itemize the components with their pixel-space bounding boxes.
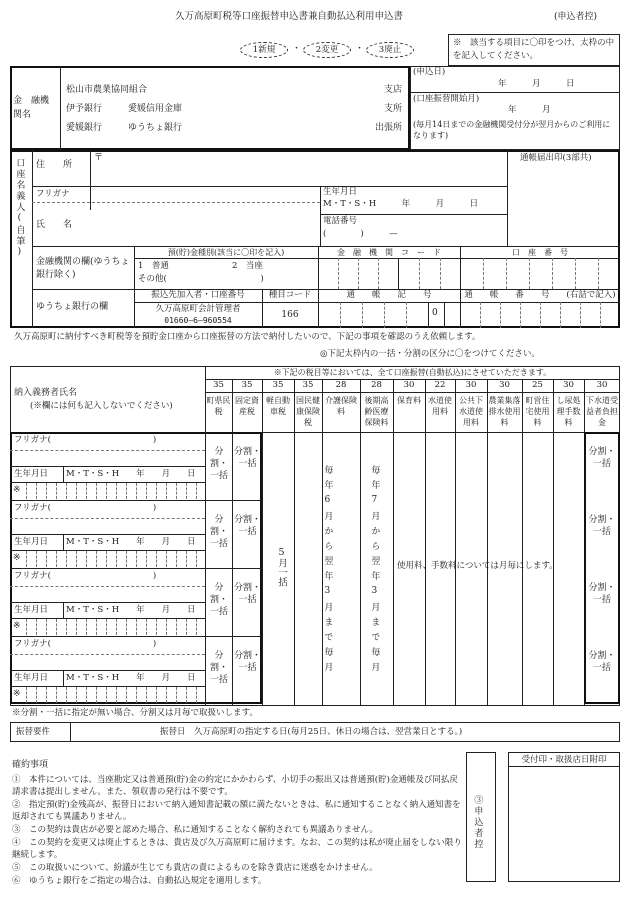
usage-note: 使用料、手数料については月毎にします。 <box>397 561 558 571</box>
office-label: 出張所 <box>374 123 402 133</box>
row-cell-dash <box>186 551 187 567</box>
row-birth-label: 生年月日 <box>14 673 49 683</box>
row-cell-dash <box>86 551 87 567</box>
type-touza[interactable]: 2 当座 <box>232 261 263 271</box>
tax-column-divider <box>294 379 295 706</box>
row-cell-dash <box>86 687 87 703</box>
row-cell-dash <box>156 619 157 635</box>
row-birth-label: 生年月日 <box>14 537 49 547</box>
row-cell-dash <box>196 483 197 499</box>
row-cell-dash <box>56 687 57 703</box>
yucho-label: ゆうちょ銀行の欄 <box>36 302 109 312</box>
row-cell-dash <box>106 687 107 703</box>
form-title: 久万高原町税等口座振替申込書兼自動払込利用申込書 <box>175 11 404 22</box>
seal-label: 通帳届出印(3部共) <box>520 153 592 163</box>
tax-code-hoiku: 30 <box>403 380 415 390</box>
default-note: ※分割・一括に指定が無い場合、分割又は月毎で取扱いします。 <box>12 708 258 718</box>
tax-name-gesui: 公共下水道使用料 <box>459 396 483 427</box>
row-cell-dash <box>196 687 197 703</box>
kei-schedule: 5月一括 <box>276 547 287 587</box>
row-cell-dash <box>26 483 27 499</box>
kind-code-header: 種目コード <box>268 290 312 300</box>
row-cell-dash <box>76 551 77 567</box>
row-cell-dash <box>136 619 137 635</box>
row-birth-field[interactable]: M・T・S・H 年 月 日 <box>66 537 196 547</box>
instruction-note: ※ 該当する項目に〇印をつけ、太枠の中を記入してください。 <box>448 34 620 66</box>
row-cell-dash <box>46 483 47 499</box>
book-code-zero: 0 <box>432 308 438 318</box>
row-cell-dash <box>56 551 57 567</box>
row-cell-dash <box>66 619 67 635</box>
bunkatsu-property[interactable]: 分割・一括 <box>233 515 261 537</box>
tax-name-kei: 軽自動車税 <box>266 396 290 416</box>
tax-code-kouki: 28 <box>371 380 382 390</box>
row-birth-divider <box>63 466 64 482</box>
row-cell-dash <box>46 687 47 703</box>
row-birth-divider <box>63 534 64 550</box>
row-cell-dash <box>166 687 167 703</box>
option-change[interactable]: 2変更 <box>303 42 351 58</box>
row-cell-dash <box>176 619 177 635</box>
subbranch-label: 支所 <box>383 104 402 114</box>
book-code-header: 通 帳 記 号 <box>346 290 432 300</box>
row-cell-dash <box>176 551 177 567</box>
row-line <box>10 602 205 603</box>
row-divider <box>10 636 262 637</box>
payer-number: 01660—6—960554 <box>164 316 232 325</box>
tax-code-gesui: 30 <box>465 380 477 390</box>
row-dash <box>10 654 205 655</box>
row-cell-dash <box>176 483 177 499</box>
bank-ehime: 愛媛銀行 <box>66 123 103 133</box>
tax-column-divider <box>487 379 488 706</box>
row-cell-dash <box>186 687 187 703</box>
tax-column-divider <box>425 379 426 706</box>
row-cell-dash <box>46 619 47 635</box>
tax-column-divider <box>522 379 523 706</box>
holder-side-label: 口座名義人(自筆) <box>14 158 25 259</box>
row-cell-dash <box>36 687 37 703</box>
row-cell-dash <box>26 551 27 567</box>
intro-text: 久万高原町に納付すべき町税等を預貯金口座から口座振替の方法で納付したいので、下記の事項を確認のうえ依頼します。 <box>14 332 481 342</box>
term-item: ⑤ この取扱いについて、紛議が生じても貴店の責によるものを除き貴店に迷惑をかけません。 <box>12 863 378 873</box>
tel-field[interactable]: ( ) — <box>323 229 398 239</box>
row-mark: ※ <box>13 621 21 631</box>
start-month-note: (毎月14日までの金融機関受付分が翌月からのご利用になります) <box>413 120 611 140</box>
row-mark: ※ <box>13 485 21 495</box>
bunkatsu-sewer[interactable]: 分割・一括 <box>588 447 616 469</box>
row-cell-dash <box>106 619 107 635</box>
row-birth-label: 生年月日 <box>14 605 49 615</box>
row-cell-dash <box>66 483 67 499</box>
row-furigana[interactable]: フリガナ( ) <box>14 503 157 513</box>
term-item: ④ この契約を変更又は廃止するときは、貴店及び久万高原町に届けます。なお、この契約は私が廃止届をしない限り継続します。 <box>12 838 462 860</box>
row-cell-dash <box>146 687 147 703</box>
tax-column-divider <box>360 379 361 706</box>
row-line <box>10 670 205 671</box>
tax-code-property: 35 <box>241 380 253 390</box>
row-cell-dash <box>46 551 47 567</box>
row-divider <box>10 500 262 501</box>
term-item: ⑥ ゆうちょ銀行をご指定の場合は、自動払込規定を適用します。 <box>12 876 267 886</box>
bunkatsu-property[interactable]: 分割・一括 <box>233 651 261 673</box>
tax-column-divider <box>553 379 554 706</box>
address-label: 住 所 <box>36 160 73 170</box>
bank-iyo: 伊予銀行 <box>66 104 103 114</box>
bunkatsu-sewer[interactable]: 分割・一括 <box>588 515 616 537</box>
payer-name-header: 納入義務者氏名 <box>14 388 78 398</box>
row-cell-dash <box>156 551 157 567</box>
type-other[interactable]: その他( ) <box>138 274 264 284</box>
term-item: ③ この契約は貴店が必要と認めた場合、私に通知することなく解約されても異議ありません。 <box>12 825 379 835</box>
option-abolish[interactable]: 3廃止 <box>366 42 414 58</box>
postal-mark: 〒 <box>94 153 104 163</box>
tax-span-header: ※下記の税目等においては、全て口座振替(自動払込)にさせていただきます。 <box>273 368 552 377</box>
row-cell-dash <box>66 551 67 567</box>
row-mark: ※ <box>13 689 21 699</box>
row-cell-dash <box>76 483 77 499</box>
book-number-header: 通 帳 番 号 (右詰で記入) <box>464 290 616 300</box>
row-cell-dash <box>96 483 97 499</box>
tax-code-juekisha: 30 <box>596 380 608 390</box>
bunkatsu-municipal[interactable]: 分割・一括 <box>209 515 228 549</box>
applicant-copy-label: ③申込者控 <box>472 795 483 850</box>
tax-code-kei: 35 <box>272 380 284 390</box>
bank-label: 金 融機関名 <box>13 96 50 120</box>
row-cell-dash <box>96 619 97 635</box>
row-cell-dash <box>136 483 137 499</box>
row-cell-dash <box>166 483 167 499</box>
row-cell-dash <box>126 483 127 499</box>
kokuho-schedule: 毎年6月から翌年3月まで毎月 <box>322 465 333 677</box>
bank-yucho: ゆうちょ銀行 <box>128 123 183 133</box>
requirement-text: 振替日 久万高原町の指定する日(毎月25日、休日の場合は、翌営業日とする。) <box>160 727 463 737</box>
instruction-circle: ◎下記太枠内の一括・分割の区分に〇をつけてください。 <box>320 349 540 359</box>
row-cell-dash <box>116 687 117 703</box>
stamp-label: 受付印・取扱店日附印 <box>521 755 607 765</box>
row-line <box>10 534 205 535</box>
fi-code-header: 金 融 機 関 コ ー ド <box>337 248 441 257</box>
tax-code-suido: 22 <box>434 380 446 390</box>
bunkatsu-municipal[interactable]: 分割・一括 <box>209 447 228 481</box>
tax-name-juekisha: 下水道受益者負担金 <box>586 396 618 427</box>
bunkatsu-municipal[interactable]: 分割・一括 <box>209 651 228 685</box>
row-cell-dash <box>166 619 167 635</box>
row-cell-dash <box>116 551 117 567</box>
kouki-schedule: 毎年7月から翌年3月まで毎月 <box>369 465 380 677</box>
birth-field[interactable]: M・T・S・H 年 月 日 <box>323 199 479 209</box>
row-birth-divider <box>63 602 64 618</box>
row-cell-dash <box>136 687 137 703</box>
apply-date-label: (申込日) <box>413 67 446 77</box>
row-dash <box>10 518 205 519</box>
row-cell-dash <box>126 551 127 567</box>
payer-header: 振込先加入者・口座番号 <box>151 290 245 300</box>
tel-label: 電話番号 <box>323 216 358 226</box>
row-cell-dash <box>86 619 87 635</box>
birth-label: 生年月日 <box>323 187 358 197</box>
tax-name-jutaku: 町営住宅使用料 <box>525 396 550 427</box>
type-header: 預(貯)金種別(該当に〇印を記入) <box>167 248 285 257</box>
bunkatsu-sewer[interactable]: 分割・一括 <box>588 583 616 605</box>
tax-code-shinyo: 30 <box>563 380 574 390</box>
term-item: ① 本件については、当座勘定又は普通預(貯)金の約定にかかわらず、小切手の振出又は普通預(貯)金通帳及び同払戻請求書は提出しません。また、領収書の発行は不要です。 <box>12 775 458 797</box>
copy-label: (申込者控) <box>554 12 598 22</box>
row-cell-dash <box>186 619 187 635</box>
row-dash <box>10 450 205 451</box>
tax-name-property: 固定資産税 <box>235 396 259 416</box>
term-item: ② 指定預(貯)金残高が、振替日において納入通知書記載の額に満たないときは、私に通知することなく納入通知書を返却されても異議ありません。 <box>12 800 461 822</box>
row-birth-field[interactable]: M・T・S・H 年 月 日 <box>66 673 196 683</box>
row-cell-dash <box>126 687 127 703</box>
tax-code-jutaku: 25 <box>532 380 543 390</box>
payer-name-sub: (※欄には何も記入しないでください) <box>30 401 173 411</box>
tax-name-shinyo: し尿処理手数料 <box>556 396 581 427</box>
row-cell-dash <box>146 619 147 635</box>
row-birth-field[interactable]: M・T・S・H 年 月 日 <box>66 605 196 615</box>
start-month-field[interactable]: 年 月 <box>508 105 551 115</box>
row-birth-label: 生年月日 <box>14 469 49 479</box>
row-line <box>10 466 205 467</box>
apply-date-field[interactable]: 年 月 日 <box>498 79 575 89</box>
row-furigana[interactable]: フリガナ( ) <box>14 435 157 445</box>
row-cell-dash <box>146 551 147 567</box>
row-mark: ※ <box>13 553 21 563</box>
fi-label: 金融機関の欄(ゆうちょ銀行除く) <box>36 257 130 280</box>
row-dash <box>10 586 205 587</box>
row-cell-dash <box>196 619 197 635</box>
row-cell-dash <box>76 619 77 635</box>
tax-name-nouson: 農業集落排水使用料 <box>488 396 521 427</box>
tax-code-nouson: 30 <box>499 380 510 390</box>
row-cell-dash <box>56 483 57 499</box>
tax-column-divider <box>455 379 456 706</box>
tax-column-divider <box>393 379 394 706</box>
type-futsu[interactable]: 1 普通 <box>138 261 169 271</box>
name-label: 氏 名 <box>36 220 73 230</box>
bunkatsu-municipal[interactable]: 分割・一括 <box>209 583 228 617</box>
start-month-label: (口座振替開始月) <box>413 94 480 104</box>
row-cell-dash <box>146 483 147 499</box>
row-cell-dash <box>126 619 127 635</box>
bank-shinkin: 愛媛信用金庫 <box>128 104 183 114</box>
row-cell-dash <box>36 483 37 499</box>
requirement-label: 振替要件 <box>16 727 51 737</box>
tax-name-hoiku: 保育料 <box>397 396 421 405</box>
furigana-label: フリガナ <box>36 189 70 199</box>
row-furigana[interactable]: フリガナ( ) <box>14 639 157 649</box>
row-cell-dash <box>156 483 157 499</box>
row-divider <box>10 568 262 569</box>
option-new[interactable]: 1新規 <box>240 42 288 58</box>
row-cell-dash <box>96 687 97 703</box>
row-cell-dash <box>136 551 137 567</box>
row-cell-dash <box>196 551 197 567</box>
stamp-box <box>508 752 620 882</box>
tax-name-kouki: 後期高齢医療保険料 <box>364 396 389 427</box>
row-cell-dash <box>186 483 187 499</box>
row-cell-dash <box>36 619 37 635</box>
bunkatsu-property[interactable]: 分割・一括 <box>233 447 261 469</box>
terms-title: 確約事項 <box>12 760 49 770</box>
row-cell-dash <box>26 619 27 635</box>
separator-dot: ・ <box>355 44 365 54</box>
row-cell-dash <box>116 619 117 635</box>
bunkatsu-property[interactable]: 分割・一括 <box>233 583 261 605</box>
row-cell-dash <box>106 483 107 499</box>
tax-code-municipal: 35 <box>213 380 224 390</box>
tax-name-kaigo: 介護保険料 <box>325 396 357 416</box>
tax-name-kokuho: 国民健康保険税 <box>296 396 320 427</box>
terms-list <box>12 774 462 888</box>
tax-name-suido: 水道使用料 <box>428 396 452 416</box>
payer-name: 久万高原町会計管理者 <box>155 304 241 314</box>
branch-label: 支店 <box>383 85 402 95</box>
tax-code-kokuho: 35 <box>302 380 314 390</box>
row-cell-dash <box>96 551 97 567</box>
row-furigana[interactable]: フリガナ( ) <box>14 571 157 581</box>
row-cell-dash <box>156 687 157 703</box>
row-cell-dash <box>36 551 37 567</box>
row-cell-dash <box>116 483 117 499</box>
bunkatsu-sewer[interactable]: 分割・一括 <box>588 651 616 673</box>
row-birth-field[interactable]: M・T・S・H 年 月 日 <box>66 469 196 479</box>
tax-code-kaigo: 28 <box>335 380 347 390</box>
row-cell-dash <box>56 619 57 635</box>
row-birth-divider <box>63 670 64 686</box>
separator-dot: ・ <box>292 44 302 54</box>
kind-code-value: 166 <box>281 310 299 320</box>
row-cell-dash <box>176 687 177 703</box>
row-cell-dash <box>66 687 67 703</box>
bank-ja: 松山市農業協同組合 <box>66 85 148 95</box>
row-cell-dash <box>26 687 27 703</box>
row-cell-dash <box>76 687 77 703</box>
row-cell-dash <box>106 551 107 567</box>
row-cell-dash <box>86 483 87 499</box>
account-no-header: 口 座 番 号 <box>512 248 568 257</box>
row-cell-dash <box>166 551 167 567</box>
tax-name-municipal: 町県民税 <box>206 396 231 416</box>
